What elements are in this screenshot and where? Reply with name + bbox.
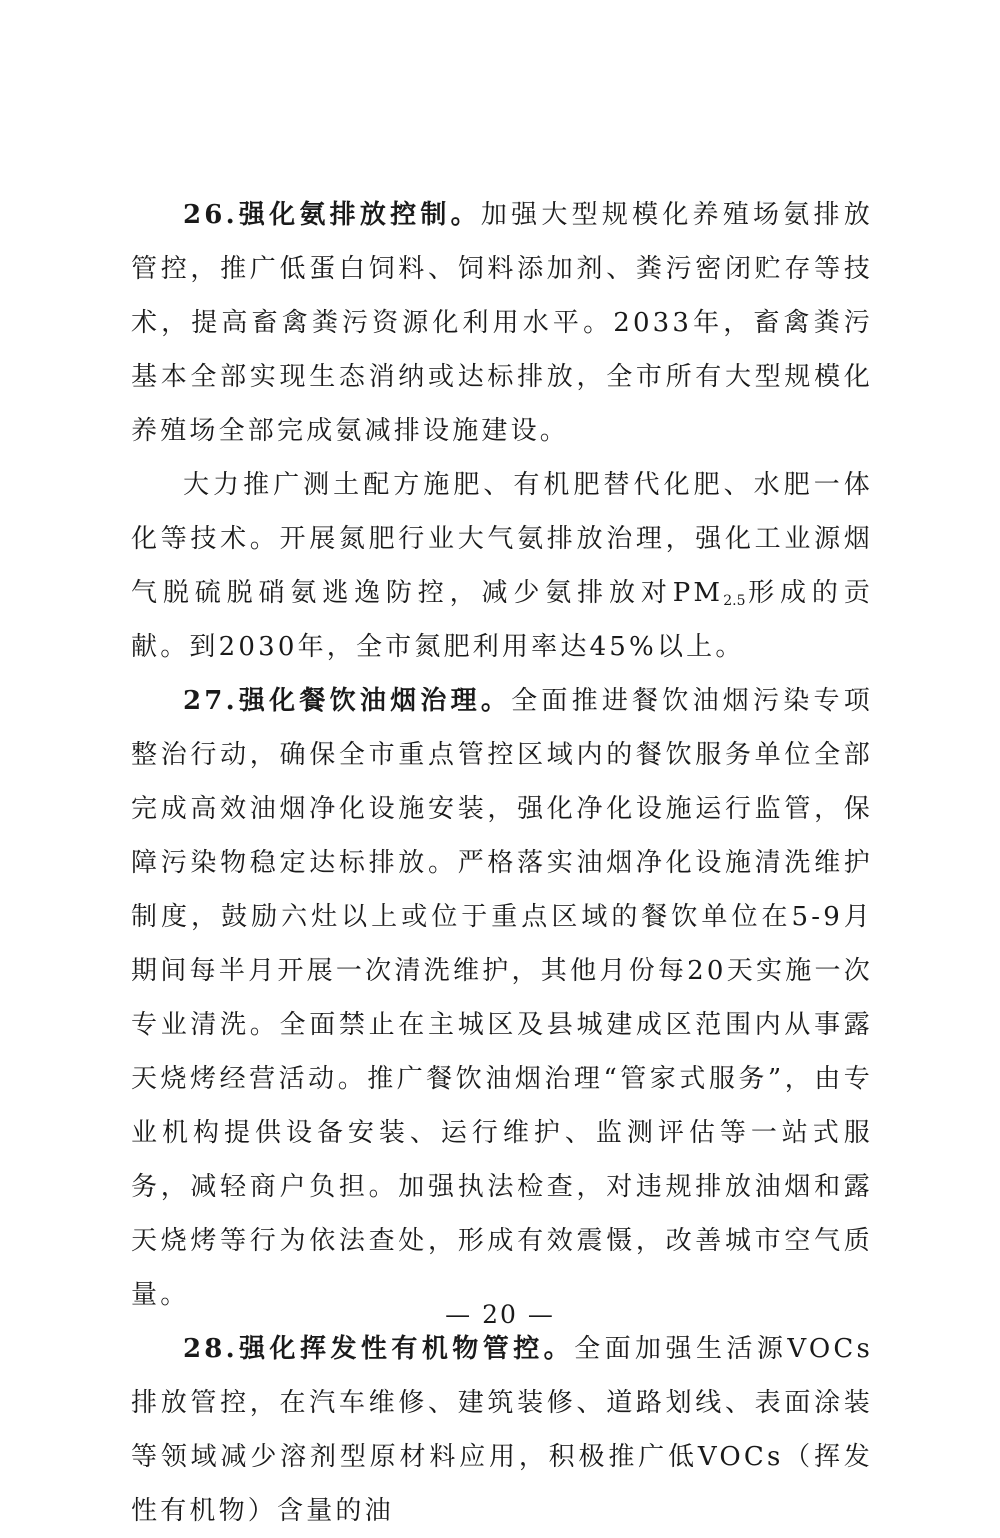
section-heading-28: 28.强化挥发性有机物管控。 [183, 1334, 575, 1364]
body-text [131, 188, 873, 1538]
paragraph-text: 大力推广测土配方施肥、有机肥替代化肥、水肥一体化等技术。开展氮肥行业大气氨排放治理，强化工业源烟气脱硫脱硝氨逃逸防控，减少氨排放对PM [131, 470, 873, 608]
section-heading-26: 26.强化氨排放控制。 [183, 200, 481, 230]
paragraph-ammonia-control [131, 188, 873, 458]
page-number: — 20 — [445, 1300, 555, 1329]
paragraph-text: 全面推进餐饮油烟污染专项整治行动，确保全市重点管控区域内的餐饮服务单位全部完成高效油烟净化设施安装，强化净化设施运行监管，保障污染物稳定达标排放。严格落实油烟净化设施清洗维护制度，鼓励六灶以上或位于重点区域的餐饮单位在5-9月期间每半月开展一次清洗维护，其他月份每20天实施一次专业清洗。全面禁止在主城区及县城建成区范围内从事露天烧烤经营活动。推广餐饮油烟治理“管家式服务”，由专业机构提供设备安装、运行维护、监测评估等一站式服务，减轻商户负担。加强执法检查，对违规排放油烟和露天烧烤等行为依法查处，形成有效震慑，改善城市空气质量。 [131, 686, 873, 1310]
paragraph-text: 形成的贡献。到2030年，全市氮肥利用率达45%以上。 [131, 578, 873, 662]
pm-subscript: 2.5 [723, 593, 746, 609]
paragraph-catering-fumes [131, 674, 873, 1322]
paragraph-fertilizer [131, 458, 873, 674]
paragraph-text: 加强大型规模化养殖场氨排放管控，推广低蛋白饲料、饲料添加剂、粪污密闭贮存等技术，提高畜禽粪污资源化利用水平。2033年，畜禽粪污基本全部实现生态消纳或达标排放，全市所有大型规模化养殖场全部完成氨减排设施建设。 [131, 200, 873, 446]
paragraph-voc-control [131, 1322, 873, 1538]
section-heading-27: 27.强化餐饮油烟治理。 [183, 686, 512, 716]
paragraph-text: 全面加强生活源VOCs排放管控，在汽车维修、建筑装修、道路划线、表面涂装等领域减少溶剂型原材料应用，积极推广低VOCs（挥发性有机物）含量的油 [131, 1334, 873, 1526]
